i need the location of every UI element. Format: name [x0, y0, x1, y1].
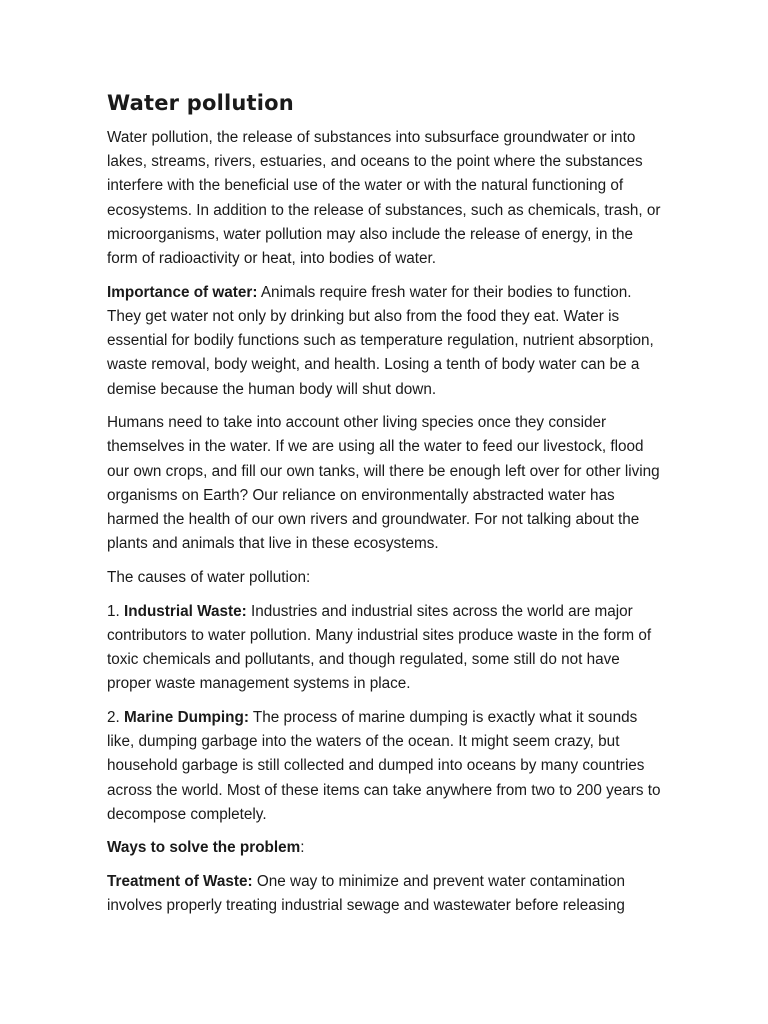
importance-heading: Importance of water: [107, 283, 258, 301]
cause-item-marine [107, 706, 663, 827]
cause-heading: Marine Dumping: [124, 708, 249, 726]
cause-text: Industries and industrial sites across the world are major contributors to water pollution. Many industrial sites produce waste in the form of toxic chemicals and pollutants, and though regulated, some still do not have proper waste management systems in place. [107, 602, 652, 693]
solutions-suffix: : [300, 839, 305, 857]
intro-paragraph: Water pollution, the release of substances into subsurface groundwater or into lakes, streams, rivers, estuaries, and oceans to the point where the substances interfere with the beneficial use of the water or with the natural functioning of ecosystems. In addition to the release of substances, such as chemicals, trash, or microorganisms, water pollution may also include the release of energy, in the form of radioactivity or heat, into bodies of water. [107, 129, 661, 268]
treatment-text: One way to minimize and prevent water contamination involves properly treating industrial sewage and wastewater before releasing [107, 873, 626, 915]
solutions-heading: Ways to solve the problem [107, 839, 301, 857]
cause-number: 2. [107, 708, 125, 726]
importance-paragraph [107, 281, 663, 402]
cause-item-industrial [107, 600, 663, 697]
importance-text: Animals require fresh water for their bodies to function. They get water not only by drinking but also from the food they eat. Water is essential for bodily functions such as temperature regulation, nutrient absorption, waste removal, body weight, and health. Losing a tenth of body water can be a demise because the human body will shut down. [107, 283, 654, 398]
treatment-paragraph [107, 870, 663, 918]
document-page [107, 88, 663, 928]
cause-text: The process of marine dumping is exactly what it sounds like, dumping garbage into the waters of the ocean. It might seem crazy, but household garbage is still collected and dumped into oceans by many countries across the world. Most of these items can take anywhere from two to 200 years to decompose completely. [107, 708, 661, 823]
humans-paragraph: Humans need to take into account other living species once they consider themselves in the water. If we are using all the water to feed our livestock, flood our own crops, and fill our own tanks, will there be enough left over for other living organisms on Earth? Our reliance on environmentally abstracted water has harmed the health of our own rivers and groundwater. For not talking about the plants and animals that live in these ecosystems. [107, 414, 660, 553]
solutions-heading-paragraph [107, 836, 663, 860]
cause-heading: Industrial Waste: [124, 602, 247, 620]
page-title: Water pollution [107, 91, 294, 115]
cause-number: 1. [107, 602, 125, 620]
causes-intro: The causes of water pollution: [107, 568, 311, 586]
treatment-heading: Treatment of Waste: [107, 873, 253, 891]
